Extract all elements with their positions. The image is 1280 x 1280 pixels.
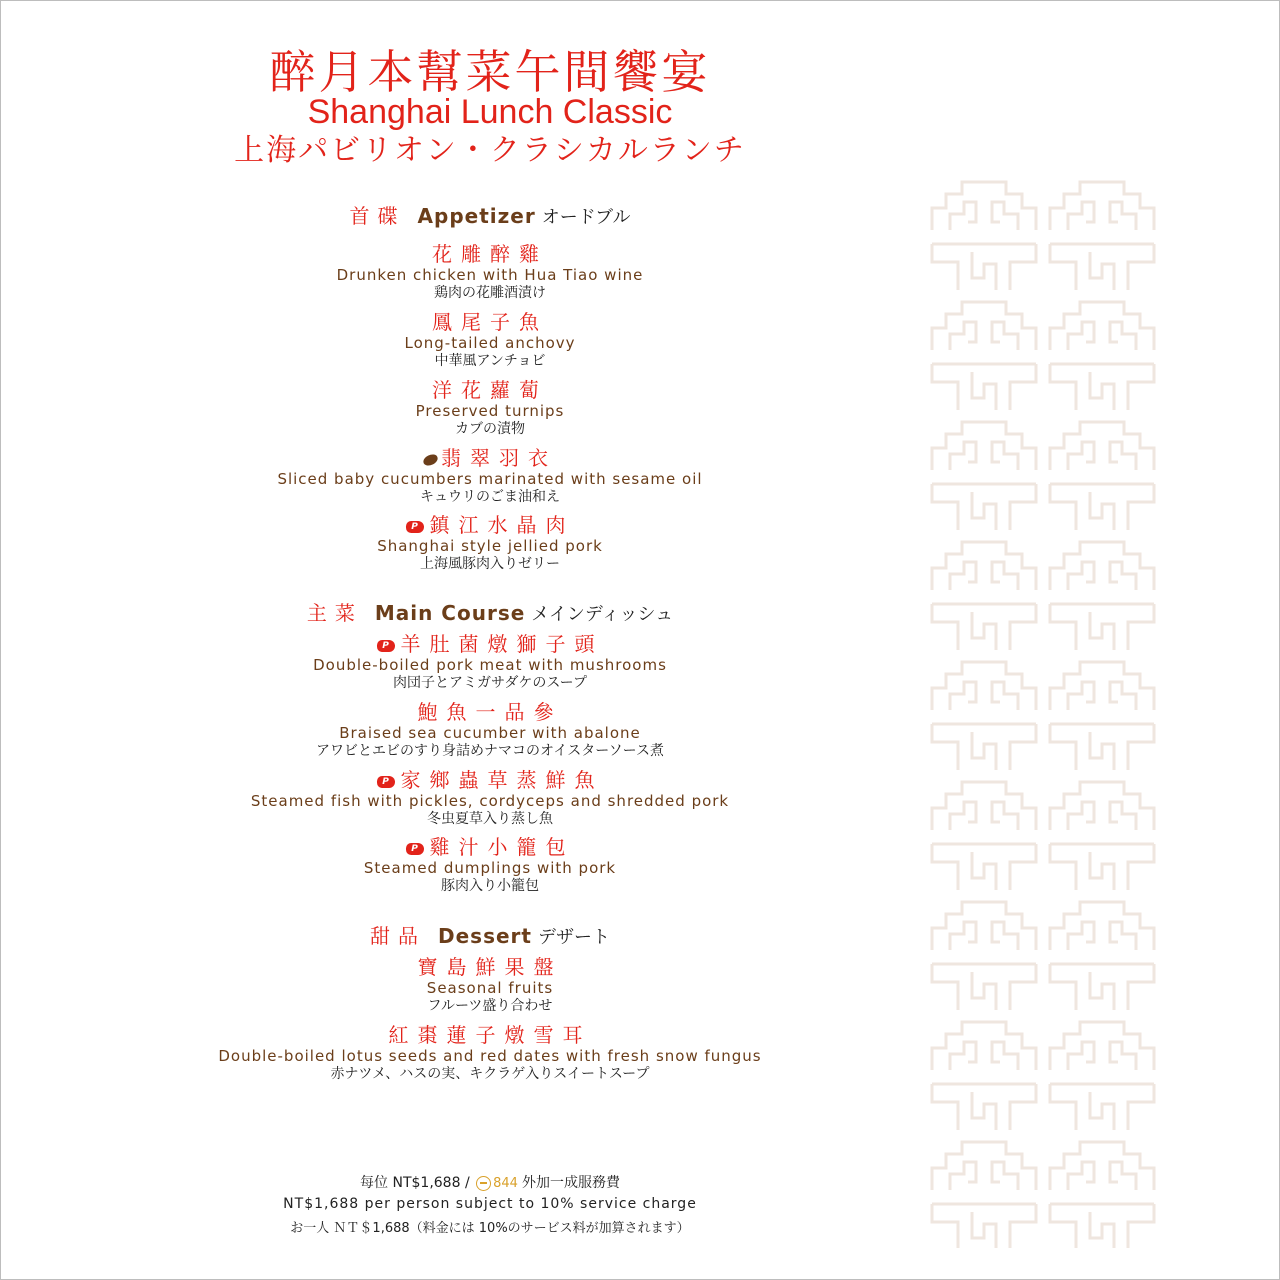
section-heading-dessert bbox=[0, 923, 980, 951]
fret-motif bbox=[1050, 182, 1154, 230]
dish-name-ja: 鶏肉の花雕酒漬け bbox=[434, 285, 546, 301]
fret-motif bbox=[932, 662, 1036, 710]
leaf-icon bbox=[422, 452, 440, 467]
section-en: Main Course bbox=[374, 601, 526, 625]
pork-icon: P bbox=[377, 640, 395, 652]
menu-item bbox=[0, 700, 980, 760]
dish-name-row bbox=[0, 768, 980, 792]
price-line-en: NT$1,688 per person subject to 10% service charge bbox=[283, 1196, 697, 1212]
fret-motif bbox=[1050, 484, 1154, 530]
fret-pattern-decoration bbox=[928, 178, 1160, 1248]
fret-motif bbox=[1050, 662, 1154, 710]
fret-motif bbox=[1050, 244, 1154, 290]
section-ja: デザート bbox=[537, 927, 610, 948]
fret-motif bbox=[1050, 302, 1154, 350]
section-en: Dessert bbox=[438, 924, 532, 948]
menu-item bbox=[0, 310, 980, 370]
fret-motif bbox=[932, 484, 1036, 530]
section-heading-appetizer bbox=[0, 203, 980, 231]
dish-name-row bbox=[0, 632, 980, 656]
section-ja: オードブル bbox=[541, 207, 631, 228]
dish-name-ja: フルーツ盛り合わせ bbox=[427, 998, 553, 1014]
points-value: 844 bbox=[493, 1176, 518, 1191]
fret-motif bbox=[932, 604, 1036, 650]
dish-name-ja: 赤ナツメ、ハスの実、キクラゲ入りスイートスープ bbox=[330, 1066, 650, 1082]
fret-motif bbox=[932, 964, 1036, 1010]
fret-motif bbox=[932, 302, 1036, 350]
dish-name-zh: 洋花蘿蔔 bbox=[432, 378, 548, 402]
fret-motif bbox=[932, 1142, 1036, 1190]
fret-motif bbox=[1050, 1204, 1154, 1248]
dish-name-zh: 紅棗蓮子燉雪耳 bbox=[388, 1023, 592, 1047]
dish-name-zh: 鳳尾子魚 bbox=[432, 310, 548, 334]
pork-icon: P bbox=[406, 843, 424, 855]
fret-motif bbox=[932, 782, 1036, 830]
menu-item bbox=[0, 378, 980, 438]
fret-motif bbox=[1050, 724, 1154, 770]
fret-motif bbox=[932, 422, 1036, 470]
section-zh: 甜品 bbox=[370, 924, 427, 948]
dish-name-zh: 羊肚菌燉獅子頭 bbox=[400, 632, 604, 656]
price-line-ja: お一人 ＮＴ＄1,688（料金には 10%のサービス料が加算されます） bbox=[290, 1221, 690, 1236]
dish-name-en: Sliced baby cucumbers marinated with sesame oil bbox=[277, 470, 703, 488]
fret-motif bbox=[932, 724, 1036, 770]
menu-item bbox=[0, 632, 980, 692]
fret-motif bbox=[1050, 542, 1154, 590]
dish-name-en: Shanghai style jellied pork bbox=[377, 537, 603, 555]
fret-motif bbox=[932, 542, 1036, 590]
dish-name-en: Steamed dumplings with pork bbox=[363, 859, 617, 877]
menu-item bbox=[0, 446, 980, 506]
pork-icon: P bbox=[377, 776, 395, 788]
price-line-zh bbox=[0, 1172, 980, 1192]
fret-motif bbox=[1050, 902, 1154, 950]
fret-motif bbox=[932, 244, 1036, 290]
dish-name-en: Braised sea cucumber with abalone bbox=[339, 724, 641, 742]
dish-name-en: Long-tailed anchovy bbox=[404, 334, 576, 352]
dish-name-ja: 上海風豚肉入りゼリー bbox=[420, 556, 560, 572]
dish-name-en: Steamed fish with pickles, cordyceps and shredded pork bbox=[250, 792, 730, 810]
dish-name-ja: 中華風アンチョビ bbox=[434, 353, 546, 369]
fret-motif bbox=[932, 1084, 1036, 1130]
dish-name-row bbox=[0, 446, 980, 470]
fret-motif bbox=[932, 1204, 1036, 1248]
menu-item bbox=[0, 1023, 980, 1083]
dish-name-en: Double-boiled lotus seeds and red dates with fresh snow fungus bbox=[218, 1047, 762, 1065]
section-en: Appetizer bbox=[417, 204, 536, 228]
dish-name-en: Preserved turnips bbox=[415, 402, 565, 420]
price-zh-prefix: 每位 NT$1,688 / bbox=[360, 1175, 470, 1191]
dish-name-ja: キュウリのごま油和え bbox=[420, 489, 560, 505]
menu-title-en: Shanghai Lunch Classic bbox=[307, 93, 673, 131]
dish-name-ja: 肉団子とアミガサダケのスープ bbox=[393, 675, 587, 691]
dish-name-en: Double-boiled pork meat with mushrooms bbox=[313, 656, 667, 674]
dish-name-en: Seasonal fruits bbox=[426, 979, 554, 997]
menu-item bbox=[0, 955, 980, 1015]
dish-name-ja: 冬虫夏草入り蒸し魚 bbox=[427, 811, 553, 827]
dish-name-row bbox=[0, 835, 980, 859]
dish-name-ja: 豚肉入り小籠包 bbox=[441, 878, 539, 894]
fret-motif bbox=[1050, 364, 1154, 410]
fret-motif bbox=[932, 1022, 1036, 1070]
dish-name-zh: 鎮江水晶肉 bbox=[429, 513, 575, 537]
menu-title-zh: 醉月本幫菜午間饗宴 bbox=[269, 45, 711, 99]
fret-motif bbox=[932, 844, 1036, 890]
dish-name-zh: 寶島鮮果盤 bbox=[417, 955, 563, 979]
menu-item bbox=[0, 768, 980, 828]
dish-name-zh: 雞汁小籠包 bbox=[429, 835, 575, 859]
fret-motif bbox=[932, 182, 1036, 230]
fret-motif bbox=[1050, 604, 1154, 650]
dish-name-zh: 鮑魚一品參 bbox=[417, 700, 563, 724]
menu-item bbox=[0, 513, 980, 573]
price-zh-suffix: 外加一成服務費 bbox=[521, 1175, 620, 1191]
menu-item bbox=[0, 242, 980, 302]
dish-name-ja: カブの漬物 bbox=[455, 421, 525, 437]
fret-motif bbox=[1050, 964, 1154, 1010]
fret-motif bbox=[1050, 422, 1154, 470]
dish-name-row bbox=[0, 513, 980, 537]
fret-motif bbox=[1050, 1084, 1154, 1130]
fret-motif bbox=[1050, 782, 1154, 830]
pork-icon: P bbox=[406, 521, 424, 533]
fret-motif bbox=[1050, 1142, 1154, 1190]
section-ja: メインディッシュ bbox=[531, 604, 674, 625]
section-zh: 主菜 bbox=[306, 601, 363, 625]
points-coin-icon bbox=[476, 1176, 491, 1191]
dish-name-en: Drunken chicken with Hua Tiao wine bbox=[336, 266, 644, 284]
dish-name-ja: アワビとエビのすり身詰めナマコのオイスターソース煮 bbox=[316, 743, 664, 759]
menu-title-ja: 上海パビリオン・クラシカルランチ bbox=[234, 133, 746, 168]
menu-item bbox=[0, 835, 980, 895]
dish-name-zh: 花雕醉雞 bbox=[432, 242, 548, 266]
section-zh: 首碟 bbox=[349, 204, 406, 228]
section-heading-main bbox=[0, 600, 980, 628]
dish-name-zh: 家鄉蟲草蒸鮮魚 bbox=[400, 768, 604, 792]
fret-motif bbox=[1050, 1022, 1154, 1070]
fret-motif bbox=[1050, 844, 1154, 890]
dish-name-zh: 翡翠羽衣 bbox=[441, 446, 557, 470]
fret-motif bbox=[932, 364, 1036, 410]
fret-motif bbox=[932, 902, 1036, 950]
